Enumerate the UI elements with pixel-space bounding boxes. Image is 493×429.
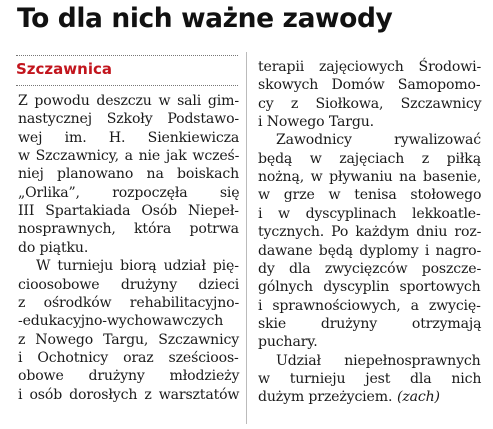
article-line: będą w zajęciach z piłką [258, 150, 481, 167]
article-line: Z powodu deszczu w sali gim- [18, 93, 239, 109]
article-line: i osób dorosłych z warsztatów [18, 386, 240, 403]
article-line: nastycznej Szkoły Podstawo- [18, 111, 240, 128]
article-line: z Nowego Targu, Szczawnicy [18, 331, 240, 348]
article-line: nożną, w pływaniu na basenie, [258, 169, 482, 186]
article-line: obowe drużyny młodzieży [18, 368, 240, 385]
article-line: cioosobowe drużyny dzieci [18, 276, 240, 293]
article-line: dużym przeżyciem. [258, 389, 393, 406]
article-line: wej im. H. Sienkiewicza [18, 129, 240, 146]
article-line: Udział niepełnosprawnych [276, 352, 481, 369]
article-line: z ośrodków rehabilitacyjno- [18, 294, 240, 311]
article-line: i sprawnościowych, a zwycię- [258, 297, 481, 314]
article-line: tycznych. Po każdym dniu roz- [258, 224, 482, 241]
article-line: cy z Siołkowa, Szczawnicy [258, 95, 482, 112]
article-line: puchary. [258, 334, 318, 351]
article-line: w Szczawnicy, a nie jak wcześ- [18, 148, 240, 165]
article-line: i Ochotnicy oraz sześcioos- [18, 349, 239, 366]
section-rule-bottom [16, 85, 238, 86]
article-headline: To dla nich ważne zawody [17, 3, 393, 34]
section-rule-top [16, 55, 238, 56]
author-signature: (zach) [397, 389, 440, 406]
article-line: skowych Domów Samopomo- [258, 77, 481, 94]
article-line: dy dla zwycięzców poszcze- [258, 260, 482, 277]
article-line: „Orlika”, rozpoczęła się [18, 184, 240, 201]
article-line: III Spartakiada Osób Niepeł- [18, 203, 239, 220]
article-line: nosprawnych, która potrwa [18, 221, 239, 238]
article-line: i w dyscyplinach lekkoatle- [258, 205, 481, 222]
article-line: -edukacyjno-wychowawczych [18, 313, 224, 330]
column-divider [246, 52, 247, 424]
article-line: do piątku. [18, 239, 89, 256]
article-line: w turnieju jest dla nich [258, 370, 482, 387]
article-line: w grze w tenisa stołowego [258, 187, 482, 204]
article-line: i Nowego Targu. [258, 114, 374, 131]
article-line: Zawodnicy rywalizować [276, 132, 481, 149]
article-line: skie drużyny otrzymają [258, 315, 482, 332]
section-label: Szczawnica [16, 60, 112, 78]
article-line: terapii zajęciowych Środowi- [258, 59, 482, 75]
article-line: dawane będą dyplomy i nagro- [258, 242, 482, 259]
article-line: W turnieju biorą udział pię- [36, 258, 239, 275]
article-line: gólnych dyscyplin sportowych [258, 279, 481, 296]
article-line: niej planowano na boiskach [18, 166, 239, 183]
